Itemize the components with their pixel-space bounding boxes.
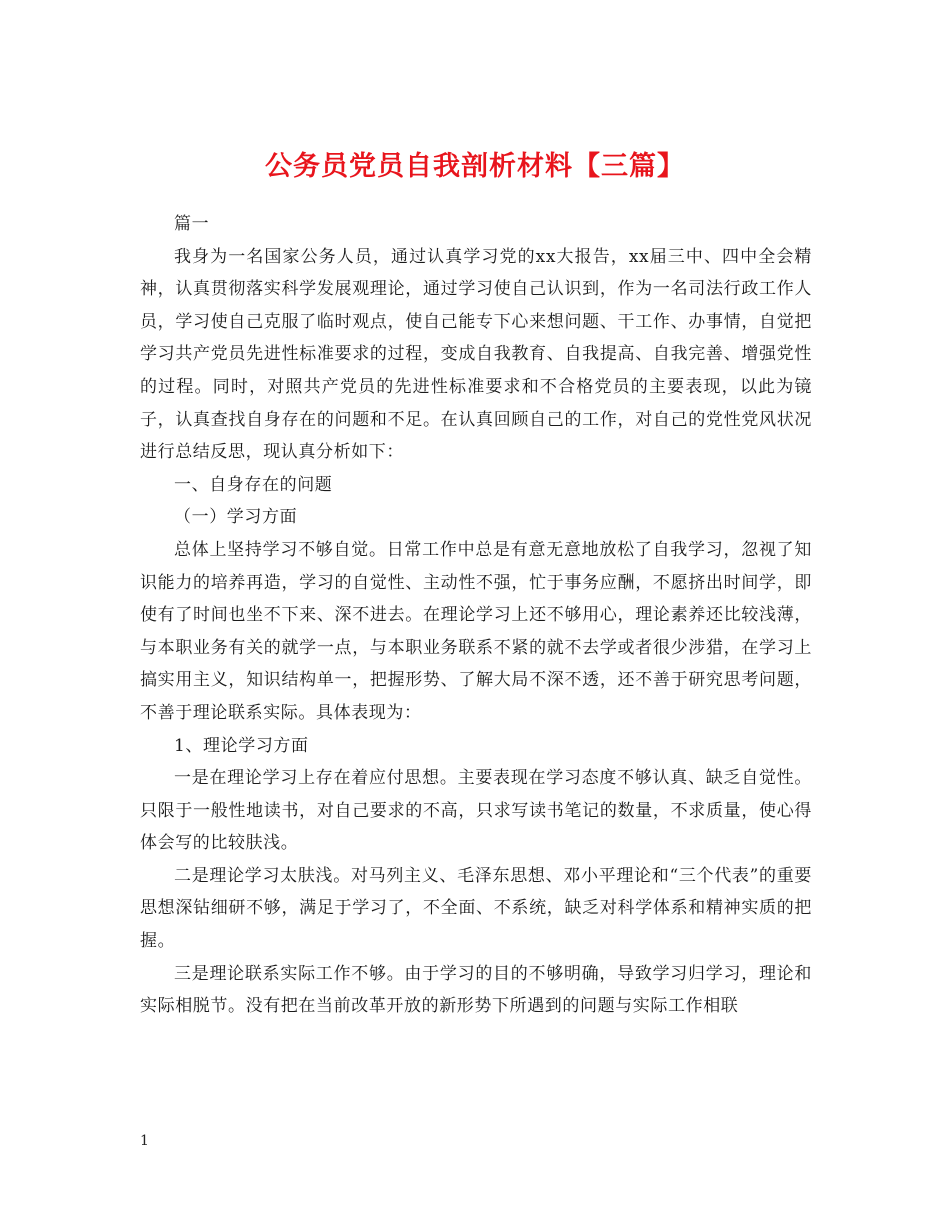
section-heading-part-one: 篇一 (174, 214, 210, 234)
subsection-heading-theory-study: 1、理论学习方面 (174, 735, 309, 756)
body-paragraph: 一是在理论学习上存在着应付思想。主要表现在学习态度不够认真、缺乏自觉性。只限于一般性地读书，对自己要求的不高，只求写读书笔记的数量，不求质量，使心得体会写的比较肤浅。 (140, 768, 812, 854)
subsection-heading-study: （一）学习方面 (174, 507, 298, 528)
body-paragraph: 三是理论联系实际工作不够。由于学习的目的不够明确，导致学习归学习，理论和实际相脱节。没有把在当前改革开放的新形势下所遇到的问题与实际工作相联 (140, 963, 812, 1017)
body-paragraph: 我身为一名国家公务人员，通过认真学习党的xx大报告，xx届三中、四中全会精神，认真贯彻落实科学发展观理论，通过学习使自己认识到，作为一名司法行政工作人员，学习使自己克服了临时观点，使自己能专下心来想问题、干工作、办事情，自觉把学习共产党员先进性标准要求的过程，变成自我教育、自我提高、自我完善、增强党性的过程。同时，对照共产党员的先进性标准要求和不合格党员的主要表现，以此为镜子，认真查找自身存在的问题和不足。在认真回顾自己的工作，对自己的党性党风状况进行总结反思，现认真分析如下： (140, 246, 812, 463)
document-body (140, 208, 812, 1023)
document-title: 公务员党员自我剖析材料【三篇】 (265, 151, 685, 183)
body-paragraph: 总体上坚持学习不够自觉。日常工作中总是有意无意地放松了自我学习，忽视了知识能力的培养再造，学习的自觉性、主动性不强，忙于事务应酬，不愿挤出时间学，即使有了时间也坐不下来、深不进去。在理论学习上还不够用心，理论素养还比较浅薄，与本职业务有关的就学一点，与本职业务联系不紧的就不去学或者很少涉猎，在学习上搞实用主义，知识结构单一，把握形势、了解大局不深不透，还不善于研究思考问题，不善于理论联系实际。具体表现为： (140, 539, 812, 723)
section-heading-problems: 一、自身存在的问题 (174, 474, 333, 495)
body-paragraph: 二是理论学习太肤浅。对马列主义、毛泽东思想、邓小平理论和“三个代表”的重要思想深钻细研不够，满足于学习了，不全面、不系统，缺乏对科学体系和精神实质的把握。 (140, 865, 812, 952)
page-number: 1 (140, 1133, 149, 1149)
